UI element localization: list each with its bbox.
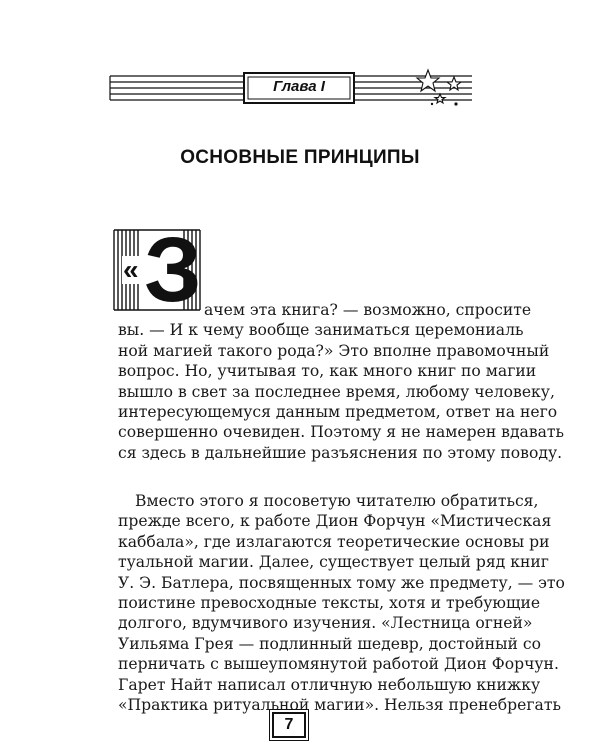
text-line: Вместо этого я посоветую читателю обратиться, bbox=[135, 492, 539, 510]
text-line: вышло в свет за последнее время, любому человеку, bbox=[118, 383, 555, 401]
star-icon bbox=[417, 70, 461, 103]
drop-cap-quote: « bbox=[123, 254, 139, 285]
header-rules-ornament bbox=[0, 0, 600, 120]
drop-cap bbox=[112, 219, 202, 321]
text-line: прежде всего, к работе Дион Форчун «Мистическая bbox=[118, 512, 552, 530]
text-line: ной магией такого рода?» Это вполне правомочный bbox=[118, 342, 550, 360]
text-line: интересующемуся данным предметом, ответ на него bbox=[118, 403, 558, 421]
text-line: вопрос. Но, учитывая то, как много книг по магии bbox=[118, 362, 537, 380]
text-line: ачем эта книга? — возможно, спросите bbox=[204, 301, 532, 319]
text-line: поистине превосходные тексты, хотя и требующие bbox=[118, 594, 541, 612]
chapter-label: Глава I bbox=[273, 78, 325, 95]
text-line: У. Э. Батлера, посвященных тому же предмету, — это bbox=[118, 574, 565, 592]
text-line: долгого, вдумчивого изучения. «Лестница огней» bbox=[118, 614, 533, 632]
text-line: туальной магии. Далее, существует целый ряд книг bbox=[118, 553, 549, 571]
text-line: «Практика ритуальной магии». Нельзя пренебрегать bbox=[118, 696, 561, 714]
page-title: ОСНОВНЫЕ ПРИНЦИПЫ bbox=[180, 147, 420, 168]
page-number: 7 bbox=[272, 712, 306, 738]
chapter-header bbox=[0, 0, 600, 120]
text-line: перничать с вышеупомянутой работой Дион Форчун. bbox=[118, 655, 559, 673]
text-line: ся здесь в дальнейшие разъяснения по этому поводу. bbox=[118, 444, 563, 462]
text-line: Уильяма Грея — подлинный шедевр, достойный со bbox=[118, 635, 542, 653]
drop-cap-letter: З bbox=[144, 219, 202, 321]
text-line: вы. — И к чему вообще заниматься церемониаль bbox=[118, 321, 524, 339]
text-line: Гарет Найт написал отличную небольшую книжку bbox=[118, 676, 541, 694]
text-line: каббала», где излагаются теоретические основы ри bbox=[118, 533, 550, 551]
text-line: совершенно очевиден. Поэтому я не намерен вдавать bbox=[118, 423, 565, 441]
